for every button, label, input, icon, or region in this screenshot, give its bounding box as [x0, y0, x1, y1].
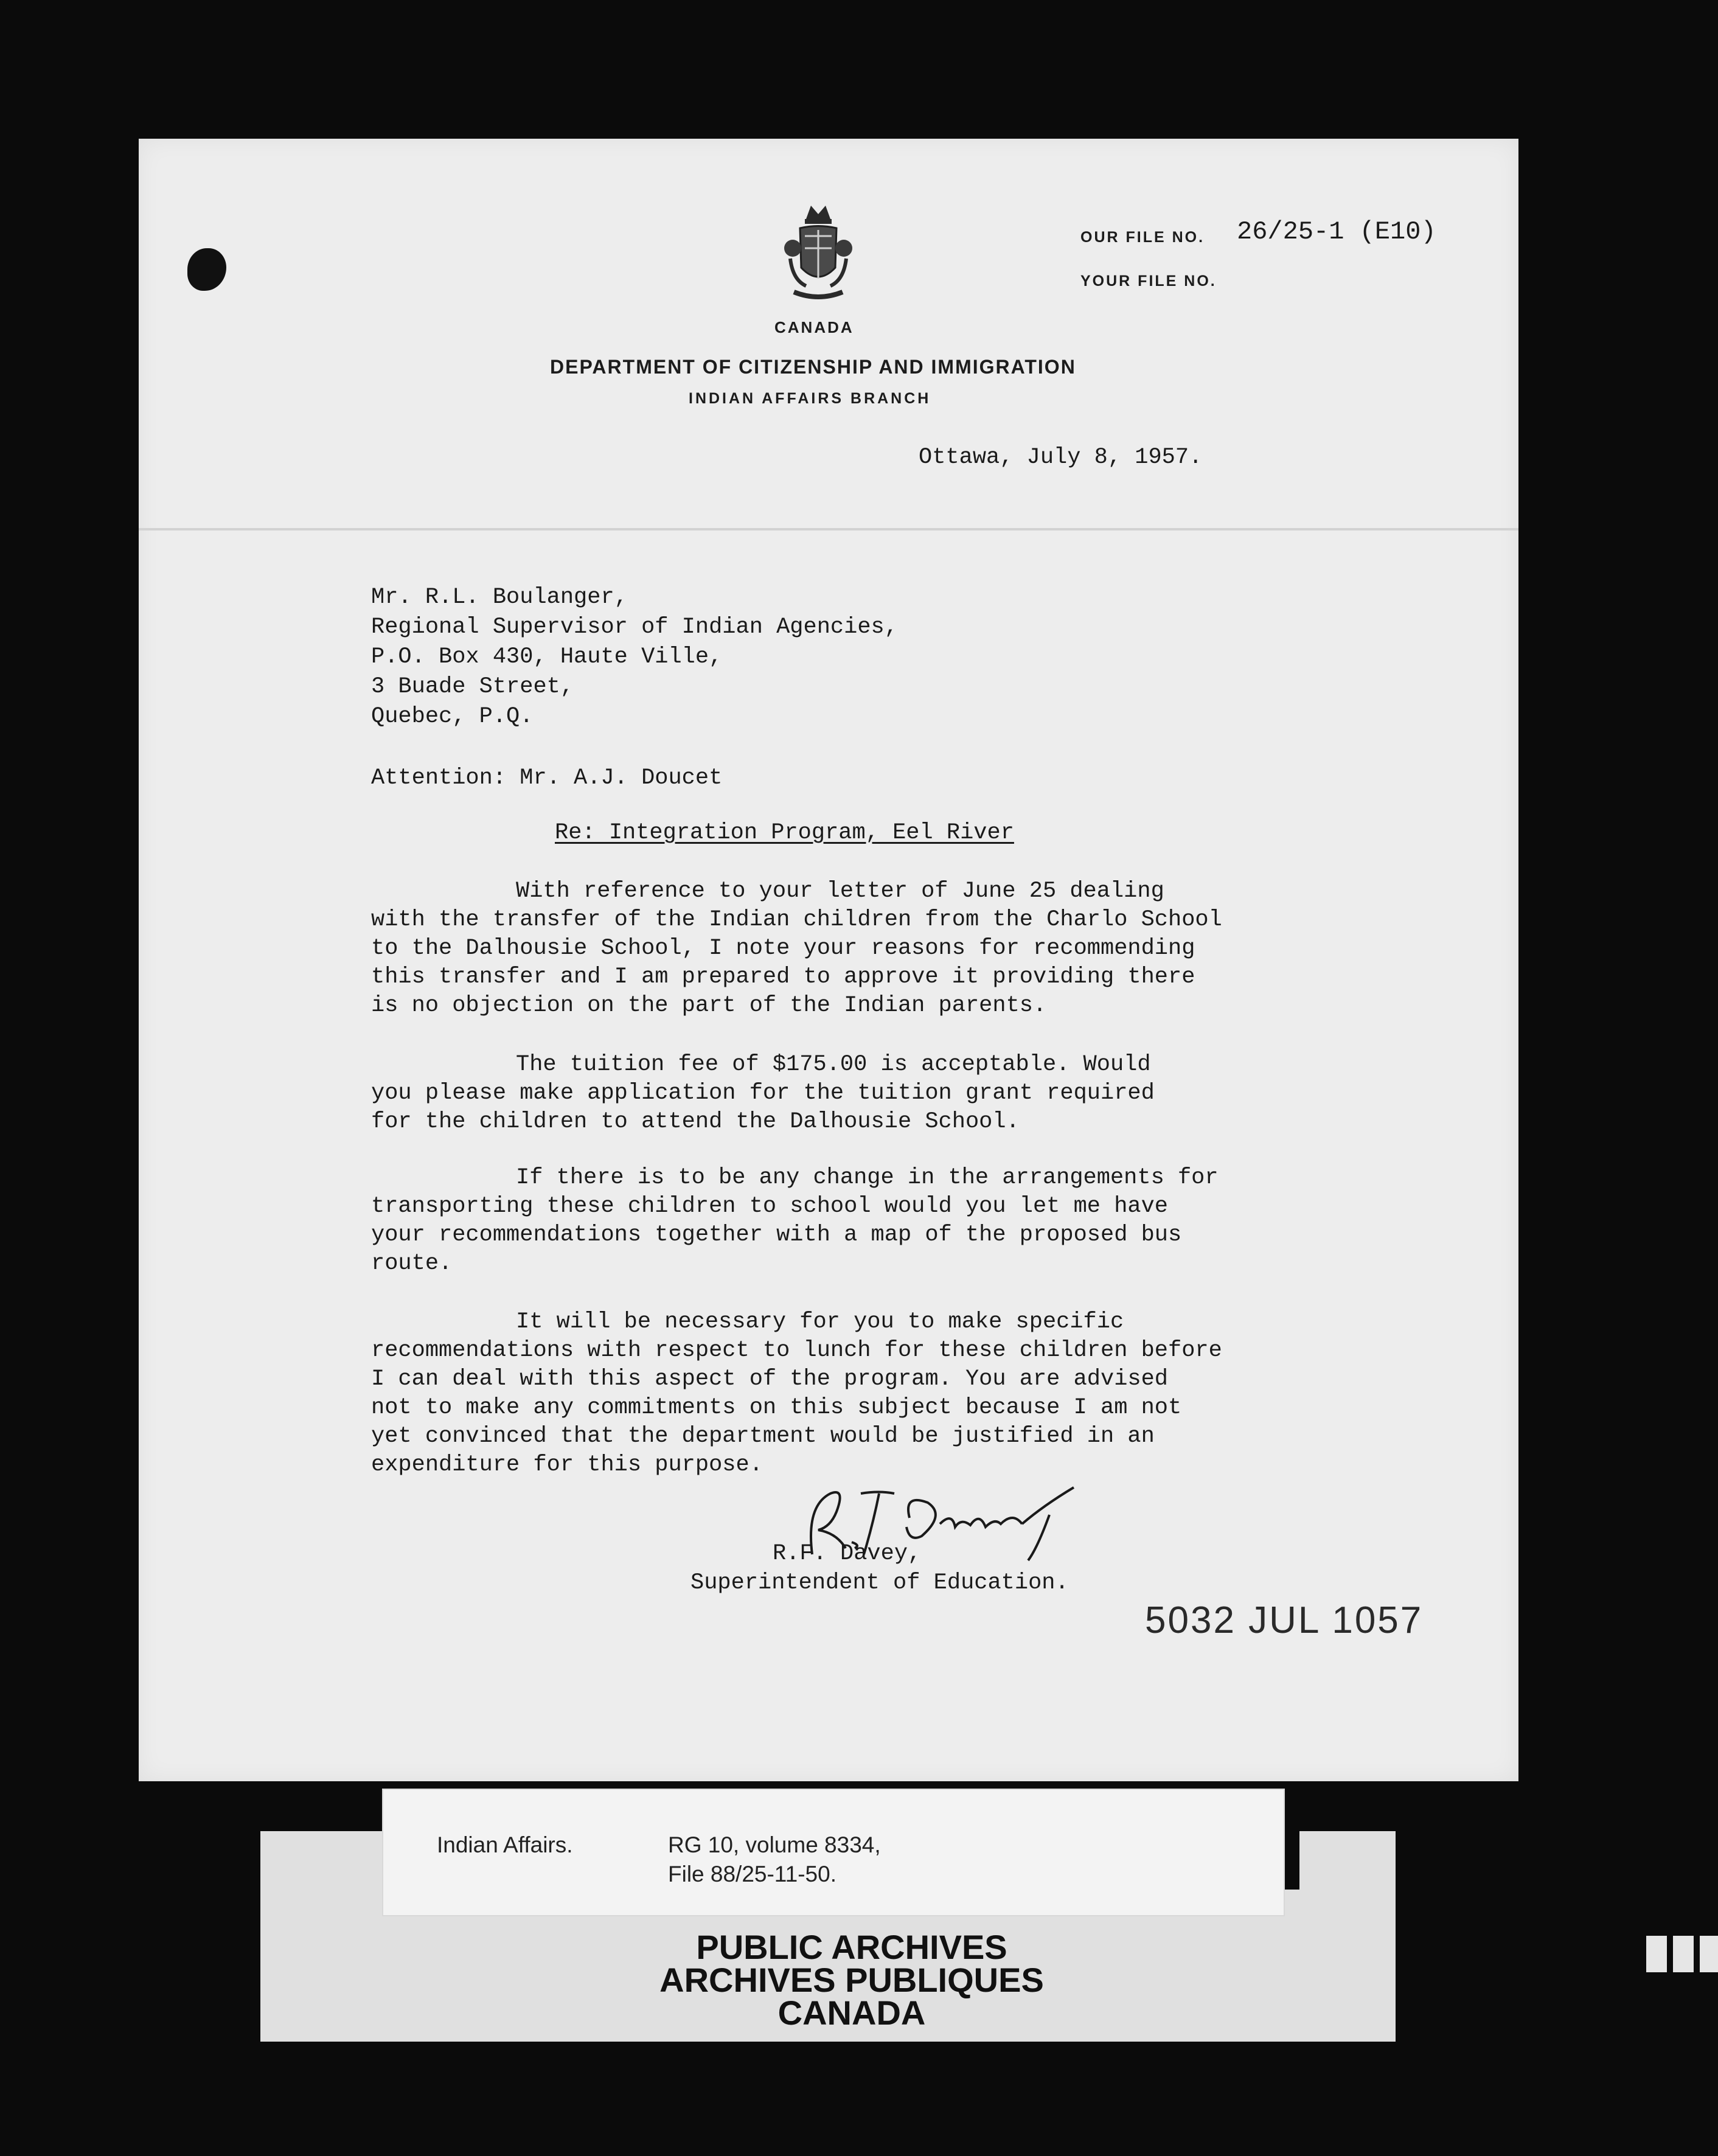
paragraph-line: you please make application for the tuition grant required [371, 1080, 1155, 1106]
paragraph-line: transporting these children to school would you let me have [371, 1194, 1169, 1219]
paragraph-line: is no objection on the part of the Indian parents. [371, 993, 1047, 1018]
paragraph-line: this transfer and I am prepared to approve it providing there [371, 964, 1195, 990]
received-stamp: 5032 JUL 1057 [1145, 1599, 1424, 1641]
paragraph-line: I can deal with this aspect of the program. You are advised [371, 1366, 1169, 1392]
paragraph-line: to the Dalhousie School, I note your reasons for recommending [371, 936, 1195, 961]
letterhead-department: DEPARTMENT OF CITIZENSHIP AND IMMIGRATION [550, 356, 1076, 378]
page-fold-line [139, 528, 1518, 530]
body-paragraph [371, 1051, 1155, 1136]
address-line: Regional Supervisor of Indian Agencies, [371, 614, 898, 640]
recipient-address [371, 583, 898, 732]
subject-line: Re: Integration Program, Eel River [555, 820, 1014, 846]
paragraph-line: It will be necessary for you to make specific [516, 1309, 1124, 1335]
paragraph-line: with the transfer of the Indian children from the Charlo School [371, 907, 1222, 933]
address-line: Mr. R.L. Boulanger, [371, 585, 628, 610]
paragraph-line: The tuition fee of $175.00 is acceptable. Would [516, 1052, 1151, 1077]
body-paragraph [371, 877, 1222, 1020]
archives-line: ARCHIVES PUBLIQUES [659, 1961, 1044, 1999]
body-paragraph [371, 1308, 1222, 1480]
our-file-label: OUR FILE NO. [1080, 229, 1205, 246]
film-edge-mark [1643, 1927, 1718, 1980]
paragraph-line: With reference to your letter of June 25 dealing [516, 878, 1164, 904]
paragraph-line: expenditure for this purpose. [371, 1452, 763, 1478]
paragraph-line: route. [371, 1251, 453, 1276]
paragraph-line: yet convinced that the department would be justified in an [371, 1424, 1155, 1449]
body-paragraph [371, 1164, 1219, 1278]
paragraph-line: not to make any commitments on this subject because I am not [371, 1395, 1182, 1421]
signatory-title: Superintendent of Education. [690, 1570, 1069, 1596]
archive-file-number: File 88/25-11-50. [668, 1862, 836, 1887]
archive-collection: Indian Affairs. [437, 1832, 573, 1857]
your-file-label: YOUR FILE NO. [1080, 273, 1217, 290]
date-line: Ottawa, July 8, 1957. [919, 445, 1203, 470]
letterhead-country: CANADA [774, 318, 854, 336]
archives-line: CANADA [777, 1994, 926, 2032]
address-line: 3 Buade Street, [371, 674, 574, 700]
paragraph-line: If there is to be any change in the arrangements for [516, 1165, 1219, 1191]
attention-line: Attention: Mr. A.J. Doucet [371, 765, 723, 791]
archives-line: PUBLIC ARCHIVES [696, 1928, 1007, 1966]
letterhead-branch: INDIAN AFFAIRS BRANCH [689, 390, 931, 407]
address-line: Quebec, P.Q. [371, 704, 534, 729]
coat-of-arms-icon [782, 201, 855, 304]
our-file-number: 26/25-1 (E10) [1237, 217, 1436, 246]
signatory-name: R.F. Davey, [773, 1541, 922, 1567]
address-line: P.O. Box 430, Haute Ville, [371, 644, 723, 670]
paragraph-line: recommendations with respect to lunch for these children before [371, 1338, 1222, 1363]
paragraph-line: for the children to attend the Dalhousie School. [371, 1109, 1020, 1135]
archive-reference: RG 10, volume 8334, [668, 1832, 881, 1857]
paragraph-line: your recommendations together with a map of the proposed bus [371, 1222, 1182, 1248]
